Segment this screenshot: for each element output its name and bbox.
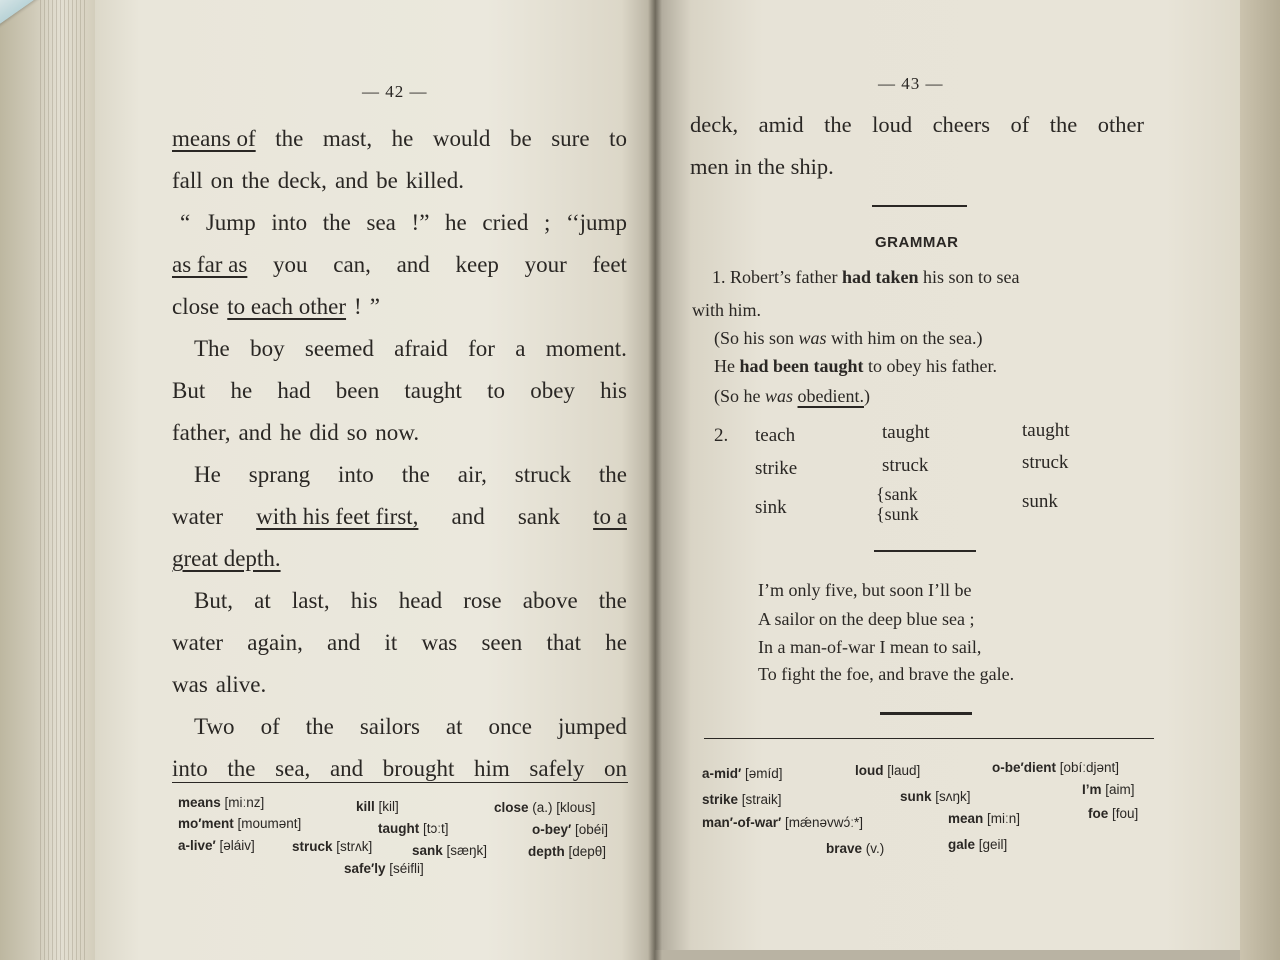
- gloss-item: loud [laud]: [855, 763, 921, 778]
- word: the: [305, 714, 334, 739]
- underlined-phrase: means of: [172, 126, 256, 151]
- word: killed.: [405, 168, 465, 193]
- word: you: [273, 252, 308, 277]
- word: again,: [247, 630, 303, 655]
- word: had: [277, 378, 311, 403]
- gloss-item: mean [miːn]: [948, 811, 1021, 826]
- word: !”: [411, 210, 430, 235]
- word: be: [509, 126, 532, 151]
- grammar-item-number: 2.: [714, 425, 729, 446]
- word: Jump: [205, 210, 256, 235]
- word: the: [598, 588, 627, 613]
- verb-present: teach: [755, 425, 796, 446]
- word: was: [172, 672, 208, 697]
- word: on: [210, 168, 234, 193]
- word: obey: [530, 378, 575, 403]
- word: loud: [872, 112, 913, 137]
- word: close: [172, 294, 220, 319]
- word: ”: [369, 294, 380, 319]
- grammar-sentence: 1. Robert’s father had taken his son to sea: [712, 267, 1020, 287]
- left-page-number: — 42 —: [362, 82, 428, 101]
- grammar-sentence: (So his son was with him on the sea.): [714, 328, 983, 348]
- gloss-item: close (a.) [klous]: [494, 800, 596, 815]
- gloss-item: man′-of-war′ [mǽnəvwɔ́ː*]: [702, 815, 864, 830]
- underlined-phrase: great depth.: [172, 546, 281, 571]
- word: the: [275, 126, 304, 151]
- word: he: [230, 378, 253, 403]
- word: and: [238, 420, 272, 445]
- word: he: [391, 126, 414, 151]
- gloss-item: foe [fou]: [1088, 806, 1139, 821]
- word: can,: [333, 252, 371, 277]
- word: the: [598, 462, 627, 487]
- gloss-item: struck [strʌk]: [292, 839, 373, 854]
- word: other: [1097, 112, 1144, 137]
- text-line: men in the ship.: [690, 154, 834, 179]
- word: ;: [544, 210, 551, 235]
- gloss-item: o-be′dient [obíːdjənt]: [992, 760, 1120, 775]
- poem-line: I’m only five, but soon I’ll be: [758, 580, 972, 600]
- gloss-item: means [miːnz]: [178, 795, 265, 810]
- word: He: [194, 462, 221, 487]
- word: to: [487, 378, 505, 403]
- underlined-phrase: to a: [593, 504, 627, 529]
- word: did: [309, 420, 339, 445]
- word: that: [546, 630, 582, 655]
- gloss-item: brave (v.): [826, 841, 885, 856]
- word: his: [600, 378, 627, 403]
- word: seen: [481, 630, 523, 655]
- word: But,: [194, 588, 233, 613]
- gloss-item: a-mid′ [əmíd]: [702, 766, 783, 781]
- word: and: [329, 756, 364, 781]
- word: father,: [172, 420, 231, 445]
- verb-past: struck: [882, 455, 929, 476]
- underlined-phrase: with his feet first,: [256, 504, 419, 529]
- word: the: [824, 112, 852, 137]
- word: feet: [592, 252, 627, 277]
- word: was: [421, 630, 458, 655]
- word: afraid: [394, 336, 448, 361]
- gloss-item: kill [kil]: [356, 799, 399, 814]
- gloss-item: I’m [aim]: [1082, 782, 1135, 797]
- word: struck: [514, 462, 571, 487]
- word: deck,: [277, 168, 327, 193]
- grammar-sentence: with him.: [692, 300, 762, 320]
- word: sea,: [275, 756, 311, 781]
- word: into: [338, 462, 374, 487]
- verb-past: taught: [882, 422, 930, 443]
- word: for: [468, 336, 495, 361]
- word: the: [322, 210, 351, 235]
- word: But: [172, 378, 206, 403]
- word: boy: [250, 336, 285, 361]
- word: water: [172, 630, 224, 655]
- word: your: [524, 252, 567, 277]
- word: water: [172, 504, 224, 529]
- word: jumped: [557, 714, 627, 739]
- word: at: [445, 714, 463, 739]
- word: once: [488, 714, 532, 739]
- word: the: [401, 462, 430, 487]
- word: sank: [517, 504, 560, 529]
- grammar-sentence: He had been taught to obey his father.: [714, 356, 998, 376]
- poem-line: To fight the foe, and brave the gale.: [758, 664, 1015, 684]
- word: his: [350, 588, 378, 613]
- word: and: [327, 630, 361, 655]
- underlined-phrase: as far as: [172, 252, 248, 277]
- grammar-title: GRAMMAR: [875, 234, 959, 251]
- gloss-item: taught [tɔːt]: [378, 821, 449, 836]
- word: it: [384, 630, 398, 655]
- word: of: [1010, 112, 1030, 137]
- gloss-item: a-live′ [əláiv]: [178, 838, 255, 853]
- word: would: [432, 126, 491, 151]
- word: the: [241, 168, 270, 193]
- word: sure: [551, 126, 590, 151]
- word: Two: [194, 714, 235, 739]
- verb-participle: taught: [1022, 420, 1070, 441]
- word: amid: [758, 112, 804, 137]
- word: and: [334, 168, 369, 193]
- word: sailors: [359, 714, 420, 739]
- word: moment.: [545, 336, 627, 361]
- word: sprang: [248, 462, 311, 487]
- word: ‘‘jump: [566, 210, 627, 235]
- word: safely: [529, 756, 585, 781]
- gloss-item: o-bey′ [obéi]: [532, 822, 609, 837]
- gloss-item: strike [straik]: [702, 792, 782, 807]
- word: he: [445, 210, 467, 235]
- word: deck,: [690, 112, 739, 137]
- gloss-item: sank [sæŋk]: [412, 843, 488, 858]
- word: now.: [375, 420, 420, 445]
- word: and: [451, 504, 485, 529]
- word: at: [254, 588, 271, 613]
- gloss-item: sunk [sʌŋk]: [900, 789, 971, 804]
- gloss-item: safe′ly [séifli]: [344, 861, 424, 876]
- word: of: [260, 714, 280, 739]
- word: The: [194, 336, 230, 361]
- word: !: [354, 294, 362, 319]
- word: fall: [172, 168, 203, 193]
- grammar-sentence: (So he was obedient.): [714, 386, 870, 406]
- word: and: [396, 252, 430, 277]
- word: the: [227, 756, 256, 781]
- word: above: [522, 588, 578, 613]
- word: into: [172, 756, 208, 781]
- word: cried: [482, 210, 529, 235]
- word: on: [603, 756, 627, 781]
- poem-line: A sailor on the deep blue sea ;: [758, 609, 975, 629]
- word: head: [398, 588, 443, 613]
- word: him: [474, 756, 510, 781]
- word: last,: [291, 588, 330, 613]
- word: be: [376, 168, 398, 193]
- word: “: [180, 210, 191, 235]
- right-page-number: — 43 —: [878, 74, 944, 93]
- verb-participle: sunk: [1022, 491, 1058, 512]
- word: the: [1049, 112, 1078, 137]
- word: he: [279, 420, 302, 445]
- word: air,: [457, 462, 487, 487]
- word: a: [515, 336, 526, 361]
- word: alive.: [215, 672, 267, 697]
- word: mast,: [322, 126, 373, 151]
- underlined-phrase: to each other: [227, 294, 347, 319]
- word: been: [335, 378, 380, 403]
- gloss-item: depth [depθ]: [528, 844, 607, 859]
- poem-line: In a man-of-war I mean to sail,: [758, 637, 982, 657]
- word: so: [346, 420, 368, 445]
- verb-participle: struck: [1022, 452, 1069, 473]
- word: cheers: [932, 112, 991, 137]
- gloss-item: mo′ment [moumənt]: [178, 816, 302, 831]
- word: brought: [382, 756, 455, 781]
- word: taught: [404, 378, 462, 403]
- verb-present: sink: [755, 497, 787, 518]
- word: sea: [366, 210, 396, 235]
- word: seemed: [304, 336, 374, 361]
- word: keep: [455, 252, 499, 277]
- verb-present: strike: [755, 458, 798, 479]
- word: rose: [463, 588, 502, 613]
- word: he: [605, 630, 627, 655]
- word: into: [271, 210, 308, 235]
- word: to: [609, 126, 627, 151]
- verb-past-alternatives: {sank {sunk: [876, 484, 919, 524]
- gloss-item: gale [geil]: [948, 837, 1008, 852]
